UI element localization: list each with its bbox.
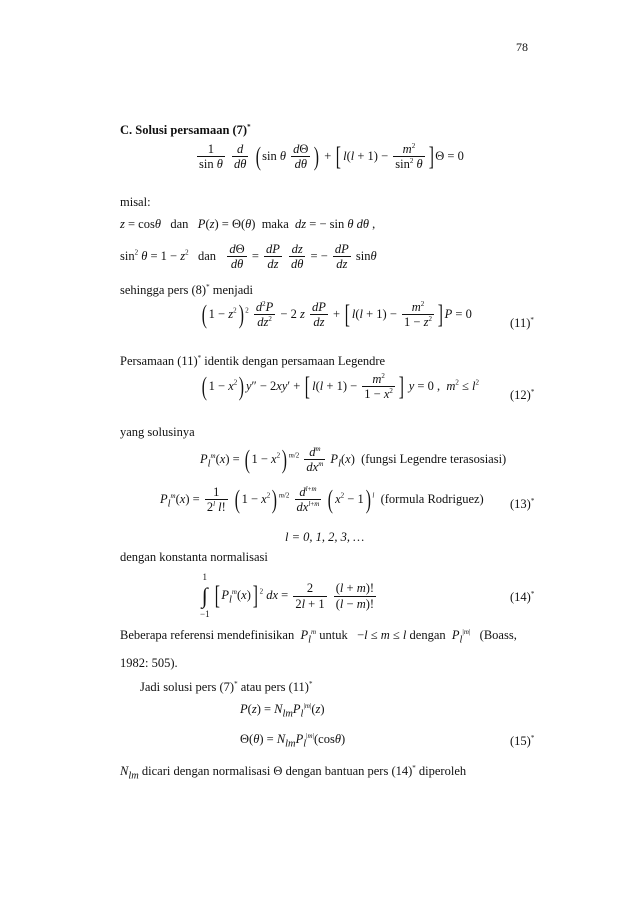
equation-number-14: (14)* (510, 589, 535, 604)
substitution-line: z = cosθ dan P(z) = Θ(θ) maka dz = − sin θ dθ , (120, 217, 376, 231)
persamaan-11-text: Persamaan (11)* identik dengan persamaan Legendre (120, 353, 386, 368)
section-heading: C. Solusi persamaan (7)* (120, 122, 251, 137)
main-equation: $\frac{1}{\text{sin θ}}$ $\frac{d}{d\theta}$ ( sin θ $\frac{d\Theta}{d\theta}$ ) + [ l(l + 1) − $\frac{m^2}{\sin^2 \theta}$ ] Θ = 0 (199, 141, 464, 172)
konstanta-text: dengan konstanta normalisasi (120, 550, 268, 564)
sehingga-text: sehingga pers (8)* menjadi (120, 282, 253, 297)
solusinya-text: yang solusinya (120, 425, 195, 439)
solution-p: $P(z) = N_{lm}P_l^{|m|}(z)$ (240, 701, 325, 720)
equation-12: ( $1 - x^2$) y″ − 2xy′ + [ l(l + 1) − $\frac{m^2}{1 - x^2}$ ] y = 0 , $m^2 \le l^2$ (201, 371, 479, 402)
l-values: l = 0, 1, 2, 3, … (285, 530, 365, 544)
equation-number-11: (11)* (510, 315, 534, 330)
equation-number-15: (15)* (510, 733, 535, 748)
derivative-line: $\sin^2 \theta = 1 - z^2$ dan $\frac{d\Theta}{d\theta}$ = $\frac{dP}{dz}$ $\frac{dz}{d\theta}$ = − $\frac{dP}{dz}$ sinθ (120, 242, 377, 272)
boass-year: 1982: 505). (120, 656, 178, 670)
associated-legendre-eq: $P_l^m(x)$ = ( $1 - x^2$) $^{m/2}$ $\frac{d^m}{dx^m}$ $P_l(x)$ (fungsi Legendre terasosiasi) (200, 444, 507, 475)
jadi-text: Jadi solusi pers (7)* atau pers (11)* (140, 679, 313, 694)
equation-11: ( $1 - z^2$) $^2$ $\frac{d^2P}{dz^2}$ − 2 z $\frac{dP}{dz}$ + [ l(l + 1) − $\frac{m^2}{1 - z^2}$ ] P = 0 (201, 299, 472, 330)
beberapa-text: Beberapa referensi mendefinisikan $P_l^m$ untuk −l ≤ m ≤ l dengan $P_l^{|m|}$ (Boass, (120, 627, 517, 646)
solution-theta: $\Theta(\theta) = N_{lm}P_l^{|m|}(\cos\theta)$ (240, 731, 346, 750)
equation-14: 1 ∫ −1 [ $P_l^m(x)$] $^2$ dx = $\frac{2}{2l + 1}$ $\frac{(l + m)!}{(l - m)!}$ (200, 572, 375, 620)
equation-13: $P_l^m(x)$ = $\frac{1}{2^l l!}$ ( $1 - x^2$) $^{m/2}$ $\frac{d^{l+m}}{dx^{l+m}}$ ( $x^2 - 1$) $^l$ (formula Rodriguez) (160, 484, 484, 515)
equation-number-12: (12)* (510, 387, 535, 402)
misal-label: misal: (120, 195, 151, 209)
page-number: 78 (516, 40, 528, 54)
equation-number-13: (13)* (510, 496, 535, 511)
nlm-text: $N_{lm}$ dicari dengan normalisasi Θ dengan bantuan pers (14)* diperoleh (120, 763, 467, 782)
